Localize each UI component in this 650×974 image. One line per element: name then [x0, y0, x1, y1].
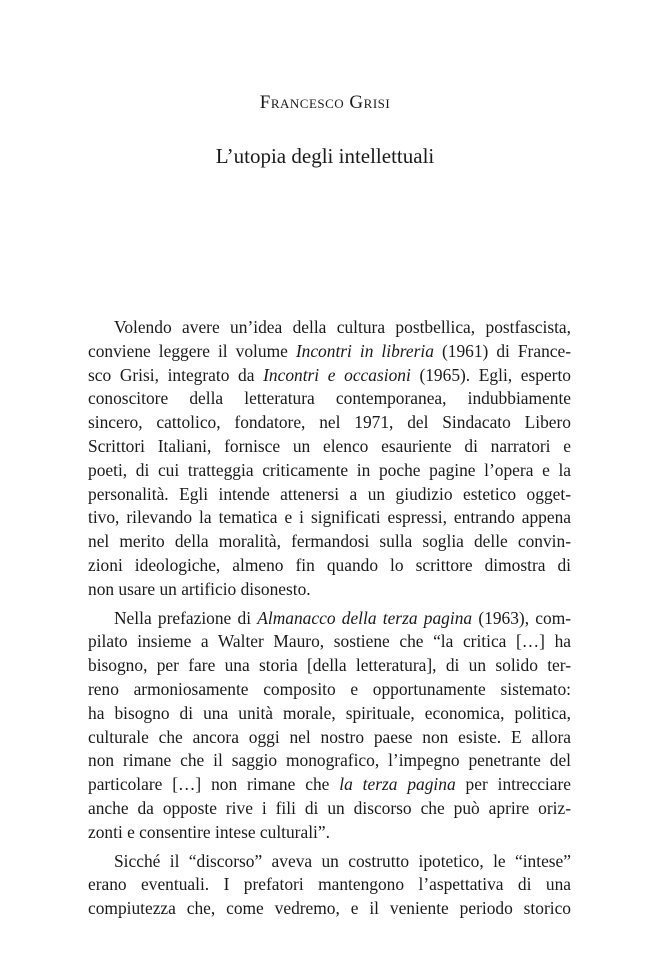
text-line: zioni ideologiche, almeno fin quando lo scrittore dimostra di	[88, 554, 571, 575]
text-line: Scrittori Italiani, fornisce un elenco esauriente di narratori e	[88, 435, 571, 456]
paragraph	[88, 850, 571, 921]
text-line: anche da opposte rive i fili di un discorso che può aprire oriz-	[88, 797, 571, 818]
italic-title: Incontri e occasioni	[263, 364, 411, 385]
text-run: per intrecciare	[455, 774, 571, 795]
text-line: nel merito della moralità, fermandosi sulla soglia delle convin-	[88, 531, 571, 552]
italic-title: la terza pagina	[339, 774, 456, 795]
text-line: tivo, rilevando la tematica e i significati espressi, entrando appena	[88, 507, 571, 528]
author-name: Francesco Grisi	[259, 92, 391, 113]
text-run: (1965). Egli, esperto	[410, 364, 571, 385]
paragraph	[88, 316, 571, 602]
text-run: particolare […] non rimane che	[88, 774, 340, 795]
text-line: culturale che ancora oggi nel nostro paese non esiste. E allora	[88, 726, 571, 747]
text-line	[88, 340, 571, 364]
text-line: conoscitore della letteratura contemporanea, indubbiamente	[88, 388, 571, 409]
text-line: ha bisogno di una unità morale, spirituale, economica, politica,	[88, 702, 571, 723]
text-line	[88, 773, 571, 797]
italic-title: Almanacco della terza pagina	[257, 607, 473, 628]
text-run: conviene leggere il volume	[88, 340, 296, 361]
text-run: sco Grisi, integrato da	[88, 364, 264, 385]
body-text	[88, 316, 571, 921]
text-line: erano eventuali. I prefatori mantengono l’aspettativa di una	[88, 874, 571, 895]
text-line: zonti e consentire intese culturali”.	[88, 821, 330, 842]
chapter-title: L’utopia degli intellettuali	[215, 144, 435, 168]
text-line: personalità. Egli intende attenersi a un giudizio estetico ogget-	[88, 483, 571, 504]
text-run: (1961) di France-	[433, 340, 571, 361]
text-line: Volendo avere un’idea della cultura postbellica, postfascista,	[114, 317, 571, 337]
text-line: pilato insieme a Walter Mauro, sostiene che “la critica […] ha	[88, 631, 571, 652]
text-run: Nella prefazione di	[114, 607, 258, 628]
text-run: (1963), com-	[472, 607, 571, 628]
text-line: non usare un artificio disonesto.	[88, 578, 311, 599]
text-line	[88, 364, 571, 388]
paragraph	[88, 607, 571, 845]
text-line: poeti, di cui tratteggia criticamente in poche pagine l’opera e la	[88, 459, 571, 480]
text-line: non rimane che il saggio monografico, l’impegno penetrante del	[88, 750, 571, 771]
italic-title: Incontri in libreria	[295, 340, 434, 361]
text-line: Sicché il “discorso” aveva un costrutto ipotetico, le “intese”	[114, 850, 571, 871]
text-line: reno armoniosamente composito e opportunamente sistemato:	[88, 678, 571, 699]
text-line	[88, 607, 571, 631]
text-line: sincero, cattolico, fondatore, nel 1971, del Sindacato Libero	[88, 412, 571, 433]
text-line: bisogno, per fare una storia [della letteratura], di un solido ter-	[88, 655, 571, 676]
text-line: compiutezza che, come vedremo, e il veniente periodo storico	[88, 898, 571, 919]
